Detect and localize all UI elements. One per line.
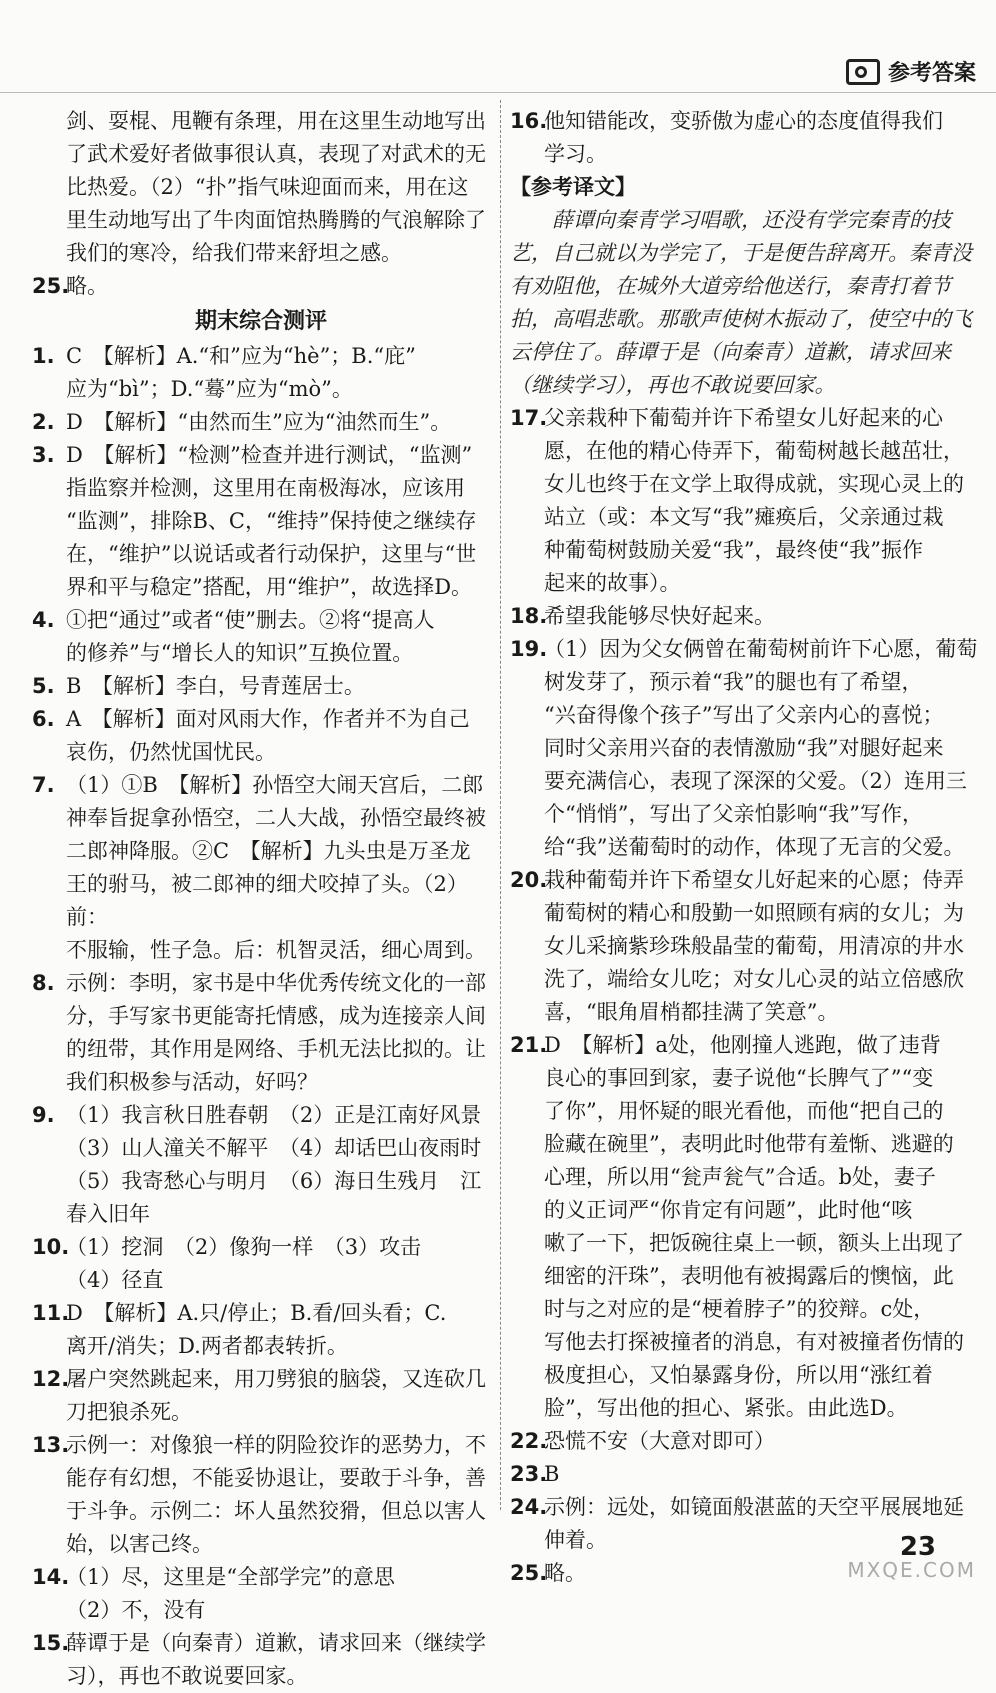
answer-text: B 【解析】李白，号青莲居士。 xyxy=(66,674,365,698)
answer-continuation: 个“悄悄”，写出了父亲怕影响“我”写作， xyxy=(544,802,923,826)
answer-first-line xyxy=(510,864,978,897)
answer-first-line xyxy=(32,1363,490,1396)
answer-text: D 【解析】“检测”检查并进行测试，“监测” xyxy=(66,443,473,467)
answer-continuation: 喜，“眼角眉梢都挂满了笑意”。 xyxy=(544,1000,839,1024)
answer-continuation: 在，“维护”以说话或者行动保护，这里与“世 xyxy=(66,542,477,566)
header-rule xyxy=(0,92,996,93)
answer-continuation: （4）径直 xyxy=(66,1268,164,1292)
answer-first-line xyxy=(32,769,490,802)
answer-first-line xyxy=(510,600,978,633)
answer-number: 6. xyxy=(32,707,55,731)
answer-number: 10. xyxy=(32,1235,70,1259)
answer-item xyxy=(32,769,490,967)
answer-continuation: 嗽了一下，把饭碗往桌上一顿，额头上出现了 xyxy=(544,1231,964,1255)
answer-text: B xyxy=(544,1462,560,1486)
answer-text: （1）我言秋日胜春朝 （2）正是江南好风景 xyxy=(66,1103,482,1127)
answer-first-line xyxy=(32,670,490,703)
answer-text: 示例：远处，如镜面般湛蓝的天空平展展地延 xyxy=(544,1495,964,1519)
answer-number: 1. xyxy=(32,344,55,368)
answer-continuation: 树发芽了，预示着“我”的腿也有了希望， xyxy=(544,670,923,694)
answer-number: 9. xyxy=(32,1103,55,1127)
answer-item xyxy=(32,604,490,670)
translation-line: 有劝阻他，在城外大道旁给他送行，秦青打着节 xyxy=(510,274,951,298)
answer-continuation: 给“我”送葡萄时的动作，体现了无言的父爱。 xyxy=(544,835,965,859)
answer-continuation: 愿，在他的精心侍弄下，葡萄树越长越茁壮， xyxy=(544,439,964,463)
answer-text: 父亲栽种下葡萄并许下希望女儿好起来的心 xyxy=(544,406,943,430)
answer-first-line xyxy=(510,1425,978,1458)
answer-continuation: 学习。 xyxy=(544,142,607,166)
answer-number: 14. xyxy=(32,1565,70,1589)
answer-number: 22. xyxy=(510,1429,548,1453)
answer-number: 12. xyxy=(32,1367,70,1391)
continued-text-line: 了武术爱好者做事很认真，表现了对武术的无 xyxy=(66,142,486,166)
section-title: 期末综合测评 xyxy=(194,309,327,334)
answer-number: 23. xyxy=(510,1462,548,1486)
answer-text: （1）①B 【解析】孙悟空大闹天宫后，二郎 xyxy=(66,773,484,797)
left-column xyxy=(32,105,490,1693)
answer-continuation: 脸”，写出他的担心、紧张。由此选D。 xyxy=(544,1396,908,1420)
answer-item xyxy=(32,270,490,303)
answer-item xyxy=(32,1363,490,1429)
answer-text: 略。 xyxy=(544,1561,586,1585)
answer-first-line xyxy=(32,604,490,637)
answer-item xyxy=(32,703,490,769)
answer-first-line xyxy=(510,633,978,666)
answer-first-line xyxy=(510,1029,978,1062)
right-column xyxy=(510,105,978,1590)
answer-continuation: 离开/消失；D.两者都表转折。 xyxy=(66,1334,348,1358)
answer-continuation: 女儿也终于在文学上取得成就，实现心灵上的 xyxy=(544,472,964,496)
answer-continuation: 的义正词严“你肯定有问题”，此时他“咳 xyxy=(544,1198,913,1222)
answer-number: 8. xyxy=(32,971,55,995)
answer-text: （1）尽，这里是“全部学完”的意思 xyxy=(66,1565,395,1589)
answer-text: 栽种葡萄并许下希望女儿好起来的心愿；侍弄 xyxy=(544,868,964,892)
translation-title: 【参考译文】 xyxy=(510,175,636,199)
page-header xyxy=(846,56,976,87)
answer-item xyxy=(32,670,490,703)
answer-first-line xyxy=(32,1561,490,1594)
answer-number: 25. xyxy=(510,1561,548,1585)
answer-first-line xyxy=(510,1491,978,1524)
answer-text: 略。 xyxy=(66,274,108,298)
answer-continuation: 同时父亲用兴奋的表情激励“我”对腿好起来 xyxy=(544,736,944,760)
answer-text: （1）挖洞 （2）像狗一样 （3）攻击 xyxy=(66,1235,422,1259)
answer-continuation: 种葡萄树鼓励关爱“我”，最终使“我”振作 xyxy=(544,538,923,562)
answer-first-line xyxy=(32,340,490,373)
answer-continuation: 界和平与稳定”搭配，用“维护”，故选择D。 xyxy=(66,575,473,599)
answer-number: 24. xyxy=(510,1495,548,1519)
header-title: 参考答案 xyxy=(887,61,976,86)
answer-item xyxy=(32,439,490,604)
answer-number: 21. xyxy=(510,1033,548,1057)
continued-text-line: 我们的寒冷，给我们带来舒坦之感。 xyxy=(66,241,402,265)
answer-first-line xyxy=(32,1297,490,1330)
answer-number: 5. xyxy=(32,674,55,698)
answer-item xyxy=(32,1297,490,1363)
answer-text: 他知错能改，变骄傲为虚心的态度值得我们 xyxy=(544,109,943,133)
answer-first-line xyxy=(510,105,978,138)
answer-text: 屠户突然跳起来，用刀劈狼的脑袋，又连砍几 xyxy=(66,1367,486,1391)
answer-text: D 【解析】a处，他刚撞人逃跑，做了违背 xyxy=(544,1033,941,1057)
answer-number: 4. xyxy=(32,608,55,632)
answer-number: 16. xyxy=(510,109,548,133)
answer-number: 15. xyxy=(32,1631,70,1655)
answer-continuation: 良心的事回到家，妻子说他“长脾气了”“变 xyxy=(544,1066,934,1090)
answer-text: 示例一：对像狼一样的阴险狡诈的恶势力，不 xyxy=(66,1433,486,1457)
answer-continuation: 能存有幻想，不能妥协退让，要敢于斗争，善 xyxy=(66,1466,486,1490)
answer-number: 17. xyxy=(510,406,548,430)
answer-first-line xyxy=(32,270,490,303)
answer-continuation: 王的驸马，被二郎神的细犬咬掉了头。（2）前： xyxy=(66,872,468,929)
answer-continuation: 春入旧年 xyxy=(66,1202,150,1226)
answer-continuation: 了你”，用怀疑的眼光看他，而他“把自己的 xyxy=(544,1099,944,1123)
answer-text: D 【解析】“由然而生”应为“油然而生”。 xyxy=(66,410,452,434)
answer-continuation: 起来的故事）。 xyxy=(544,571,681,595)
answer-item xyxy=(32,1627,490,1693)
answer-item xyxy=(510,1458,978,1491)
continued-text-line: 剑、耍棍、甩鞭有条理，用在这里生动地写出 xyxy=(66,109,486,133)
site-watermark: MXQE.COM xyxy=(847,1558,976,1582)
answer-number: 19. xyxy=(510,637,548,661)
answer-text: 示例：李明，家书是中华优秀传统文化的一部 xyxy=(66,971,486,995)
answer-text: 恐慌不安（大意对即可） xyxy=(544,1429,775,1453)
answer-continuation: 女儿采摘紫珍珠般晶莹的葡萄，用清凉的井水 xyxy=(544,934,964,958)
answer-first-line xyxy=(32,406,490,439)
answer-continuation: 脸藏在碗里”，表明此时他带有羞惭、逃避的 xyxy=(544,1132,954,1156)
answer-item xyxy=(510,633,978,864)
column-divider xyxy=(500,100,501,1510)
translation-line: 艺，自己就以为学完了，于是便告辞离开。秦青没 xyxy=(510,241,972,265)
answer-item xyxy=(32,1429,490,1561)
answer-continuation: 细密的汗珠”，表明他有被揭露后的懊恼，此 xyxy=(544,1264,954,1288)
answer-item xyxy=(510,1425,978,1458)
continued-text-line: 里生动地写出了牛肉面馆热腾腾的气浪解除了 xyxy=(66,208,486,232)
answer-item xyxy=(510,864,978,1029)
answer-item xyxy=(32,1561,490,1627)
answer-continuation: 于斗争。示例二：坏人虽然狡猾，但总以害人 xyxy=(66,1499,486,1523)
answer-number: 11. xyxy=(32,1301,70,1325)
answer-continuation: 不服输，性子急。后：机智灵活，细心周到。 xyxy=(66,938,486,962)
answer-first-line xyxy=(32,703,490,736)
answer-item xyxy=(32,1231,490,1297)
answer-continuation: 时与之对应的是“梗着脖子”的狡辩。c处， xyxy=(544,1297,935,1321)
book-logo-icon xyxy=(846,59,880,85)
answer-first-line xyxy=(32,439,490,472)
answer-continuation: 我们积极参与活动，好吗？ xyxy=(66,1070,318,1094)
translation-line: （继续学习），再也不敢说要回家。 xyxy=(510,373,836,397)
answer-continuation: 伸着。 xyxy=(544,1528,607,1552)
answer-continuation: 心理，所以用“瓮声瓮气”合适。b处，妻子 xyxy=(544,1165,936,1189)
answer-item xyxy=(510,600,978,633)
page-number: 23 xyxy=(899,1532,936,1562)
answer-continuation: 应为“bì”；D.“蓦”应为“mò”。 xyxy=(66,377,353,401)
answer-item xyxy=(510,1029,978,1425)
answer-item xyxy=(32,340,490,406)
answer-first-line xyxy=(32,1627,490,1660)
answer-first-line xyxy=(510,1458,978,1491)
answer-item xyxy=(32,406,490,439)
answer-continuation: 要充满信心，表现了深深的父爱。（2）连用三 xyxy=(544,769,967,793)
answer-text: 希望我能够尽快好起来。 xyxy=(544,604,775,628)
answer-first-line xyxy=(510,402,978,435)
answer-continuation: 分，手写家书更能寄托情感，成为连接亲人间 xyxy=(66,1004,486,1028)
answer-continuation: （2）不，没有 xyxy=(66,1598,206,1622)
answer-continuation: 始，以害己终。 xyxy=(66,1532,213,1556)
answer-number: 2. xyxy=(32,410,55,434)
answer-continuation: 站立（或：本文写“我”瘫痪后，父亲通过栽 xyxy=(544,505,944,529)
answer-continuation: 二郎神降服。②C 【解析】九头虫是万圣龙 xyxy=(66,839,471,863)
answer-continuation: 的修养”与“增长人的知识”互换位置。 xyxy=(66,641,414,665)
answer-continuation: 极度担心，又怕暴露身份，所以用“涨红着 xyxy=(544,1363,933,1387)
answer-number: 25. xyxy=(32,274,70,298)
answer-number: 7. xyxy=(32,773,55,797)
answer-item xyxy=(32,967,490,1099)
answer-continuation: “兴奋得像个孩子”写出了父亲内心的喜悦； xyxy=(544,703,944,727)
answer-number: 20. xyxy=(510,868,548,892)
answer-item xyxy=(32,1099,490,1231)
answer-number: 13. xyxy=(32,1433,70,1457)
answer-continuation: 神奉旨捉拿孙悟空，二人大战，孙悟空最终被 xyxy=(66,806,486,830)
answer-continuation: 习），再也不敢说要回家。 xyxy=(66,1664,308,1688)
answer-continuation: 哀伤，仍然忧国忧民。 xyxy=(66,740,276,764)
answer-item xyxy=(510,105,978,171)
answer-text: （1）因为父女俩曾在葡萄树前许下心愿，葡萄 xyxy=(544,637,978,661)
answer-first-line xyxy=(32,1231,490,1264)
continued-text-line: 比热爱。（2）“扑”指气味迎面而来，用在这 xyxy=(66,175,469,199)
answer-first-line xyxy=(32,1099,490,1132)
answer-number: 3. xyxy=(32,443,55,467)
answer-continuation: 葡萄树的精心和殷勤一如照顾有病的女儿；为 xyxy=(544,901,964,925)
translation-line: 拍，高唱悲歌。那歌声使树木振动了，使空中的飞 xyxy=(510,307,972,331)
answer-text: D 【解析】A.只/停止；B.看/回头看；C. xyxy=(66,1301,447,1325)
translation-line: 薛谭向秦青学习唱歌，还没有学完秦青的技 xyxy=(510,208,951,232)
answer-text: ①把“通过”或者“使”删去。②将“提高人 xyxy=(66,608,435,632)
answer-first-line xyxy=(32,1429,490,1462)
answer-continuation: （5）我寄愁心与明月 （6）海日生残月 江 xyxy=(66,1169,482,1193)
translation-line: 云停住了。薛谭于是（向秦青）道歉，请求回来 xyxy=(510,340,951,364)
answer-continuation: （3）山人潼关不解平 （4）却话巴山夜雨时 xyxy=(66,1136,482,1160)
answer-item xyxy=(510,402,978,600)
answer-number: 18. xyxy=(510,604,548,628)
answer-continuation: 指监察并检测，这里用在南极海冰，应该用 xyxy=(66,476,465,500)
answer-text: A 【解析】面对风雨大作，作者并不为自己 xyxy=(66,707,470,731)
answer-continuation: “监测”，排除B、C，“维持”保持使之继续存 xyxy=(66,509,477,533)
answer-continuation: 刀把狼杀死。 xyxy=(66,1400,192,1424)
answer-text: 薛谭于是（向秦青）道歉，请求回来（继续学 xyxy=(66,1631,486,1655)
answer-text: C 【解析】A.“和”应为“hè”；B.“庇” xyxy=(66,344,416,368)
answer-continuation: 的纽带，其作用是网络、手机无法比拟的。让 xyxy=(66,1037,486,1061)
answer-continuation: 洗了，端给女儿吃；对女儿心灵的站立倍感欣 xyxy=(544,967,964,991)
answer-first-line xyxy=(32,967,490,1000)
answer-continuation: 写他去打探被撞者的消息，有对被撞者伤情的 xyxy=(544,1330,964,1354)
